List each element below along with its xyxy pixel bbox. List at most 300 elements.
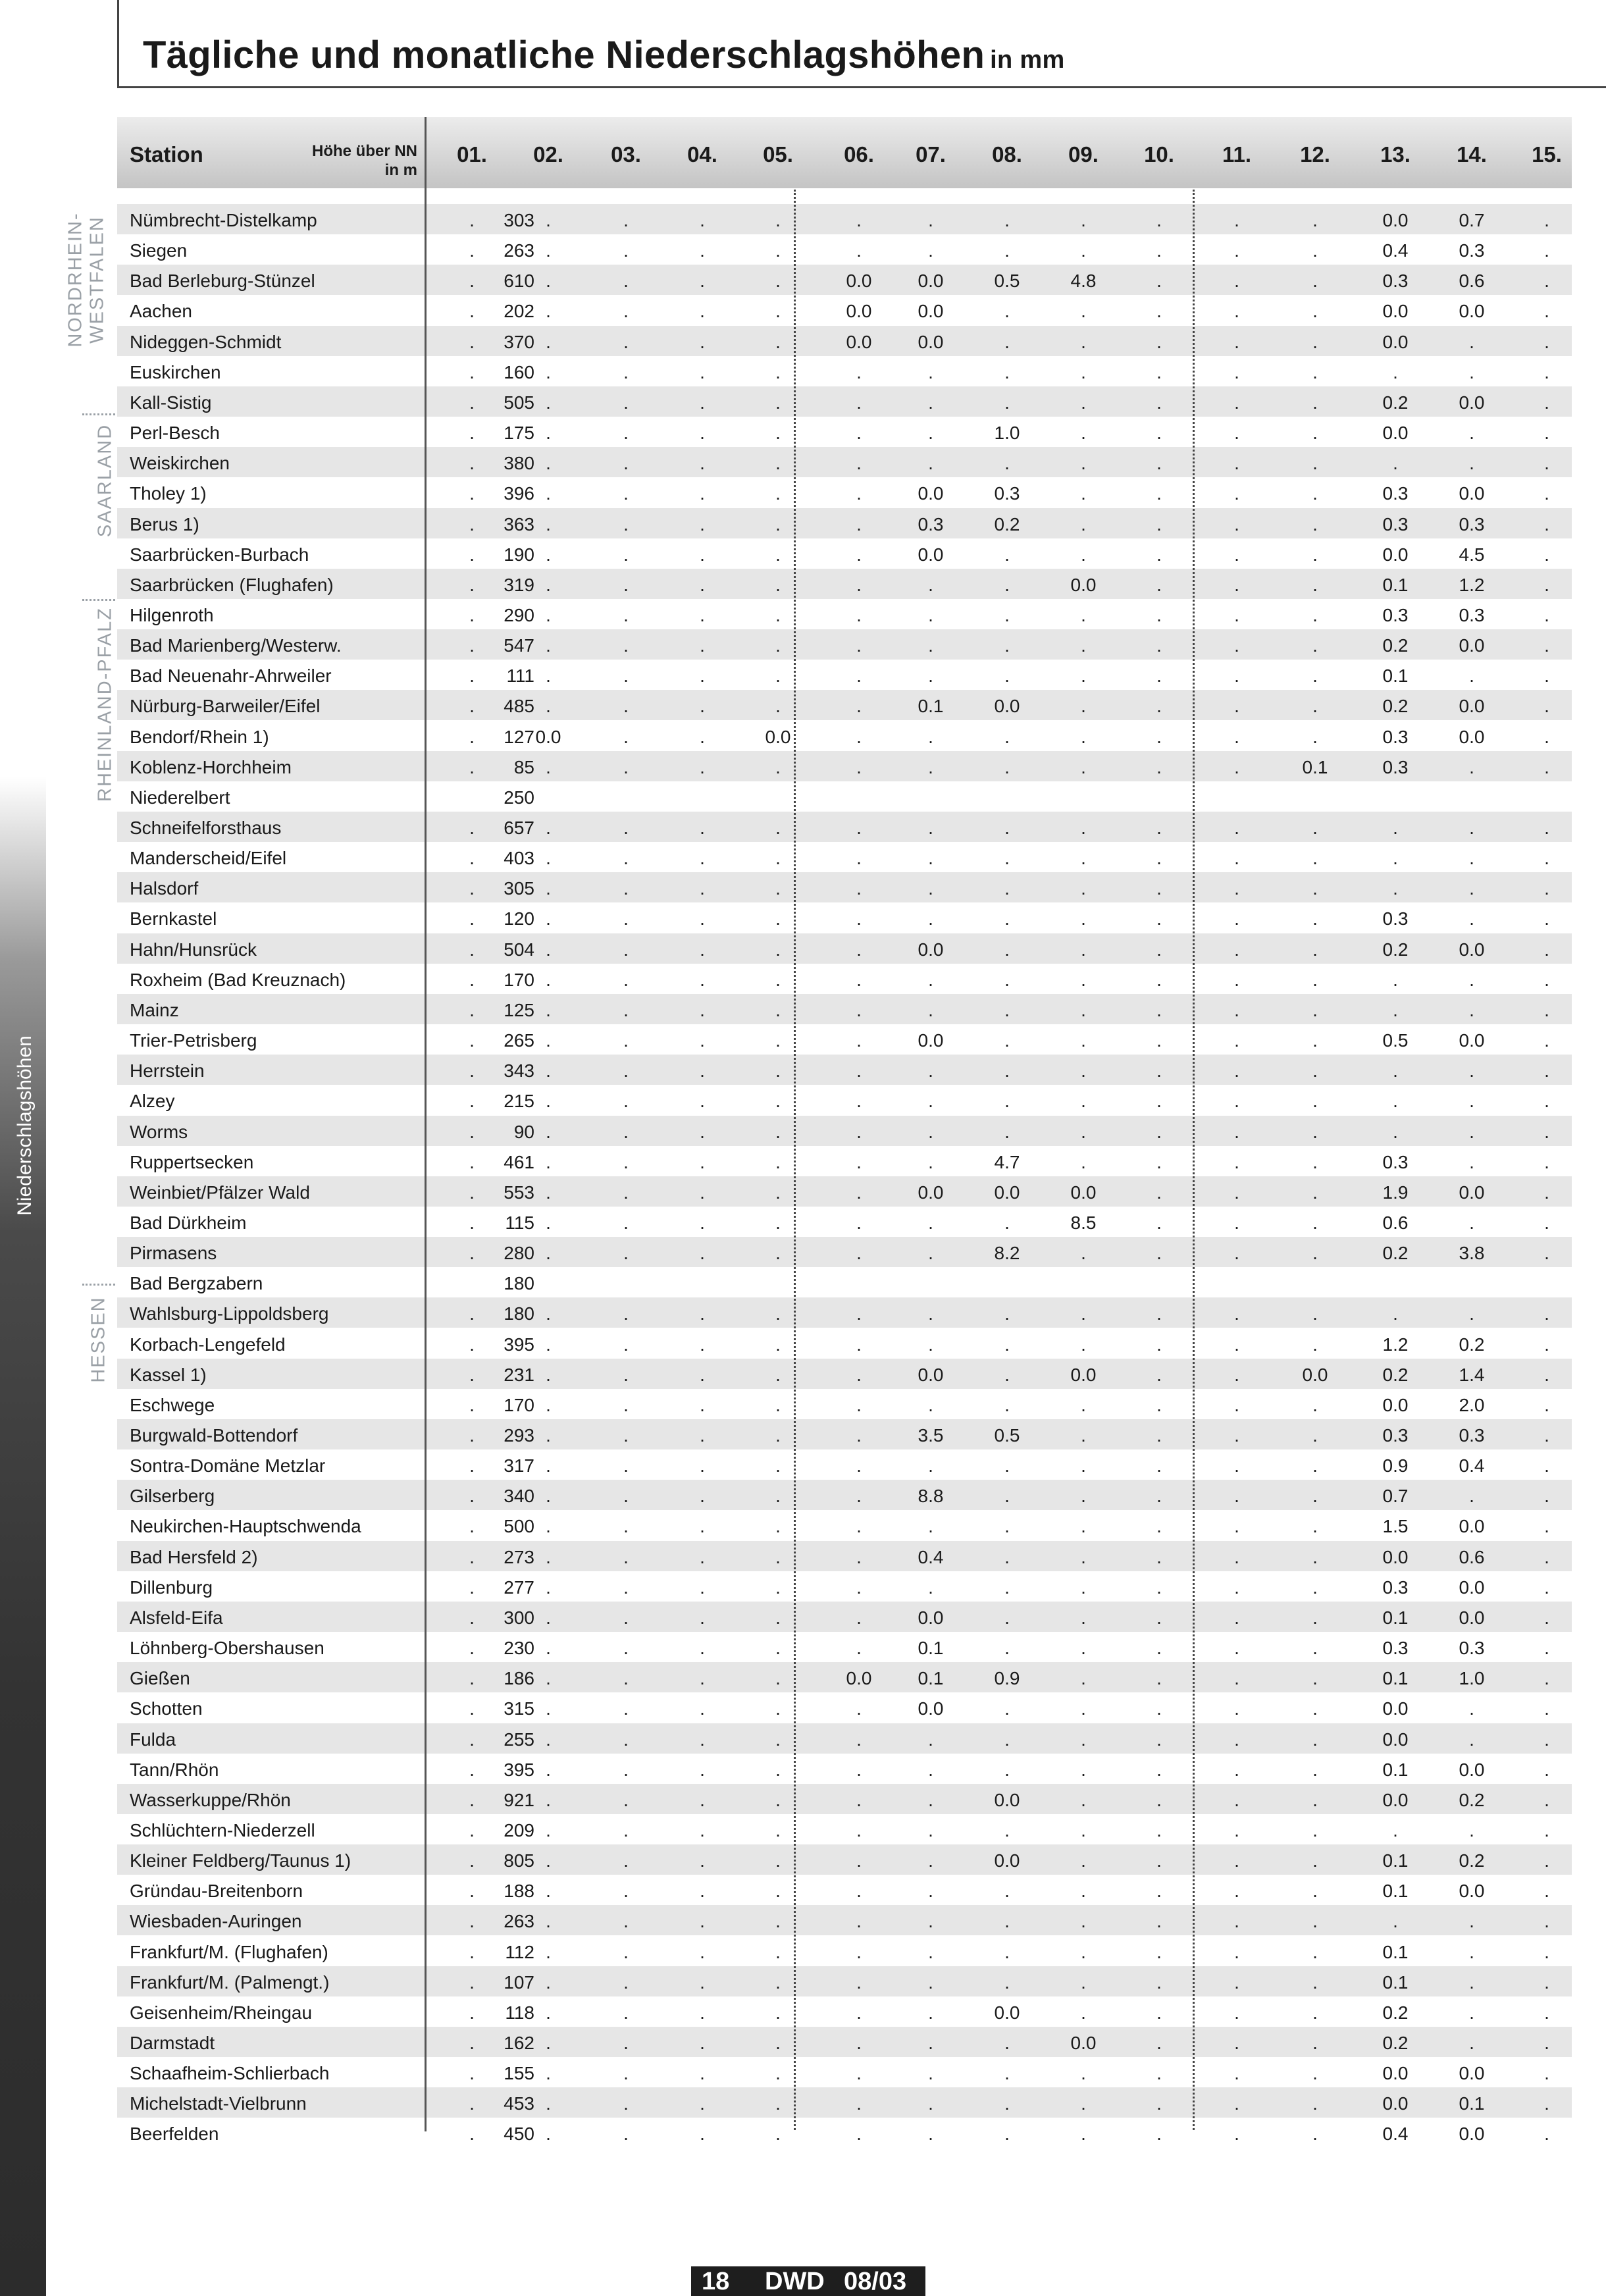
precip-cell: . (1004, 2063, 1010, 2084)
precip-cell: . (1081, 1911, 1086, 1932)
precip-cell: . (1081, 1941, 1086, 1962)
precip-cell: . (1312, 818, 1318, 838)
precip-cell: . (546, 1486, 551, 1507)
precip-cell: . (469, 574, 475, 595)
precip-cell: . (856, 696, 862, 717)
dotted-divider-10 (1193, 190, 1195, 2130)
footer-issue: 08/03 (844, 2268, 907, 2295)
table-row (117, 1116, 1572, 1146)
precip-cell: 0.0 (1382, 1394, 1409, 1415)
station-elevation: 112 (505, 1941, 534, 1962)
precip-cell: . (1312, 1455, 1318, 1476)
precip-cell: . (1312, 574, 1318, 595)
table-row (117, 994, 1572, 1024)
precip-cell: . (1469, 2002, 1474, 2023)
precip-cell: . (775, 1607, 781, 1628)
precip-cell: . (469, 999, 475, 1020)
precip-cell: . (700, 726, 705, 747)
station-elevation: 363 (504, 513, 534, 535)
precip-cell: 0.0 (846, 1668, 872, 1689)
precip-cell: . (775, 1243, 781, 1264)
precip-cell: . (775, 1060, 781, 1082)
precip-cell: . (1469, 1819, 1474, 1840)
station-elevation: 125 (504, 999, 534, 1020)
precip-cell: . (1469, 1091, 1474, 1112)
precip-cell: . (1081, 939, 1086, 960)
precip-cell: . (623, 1881, 629, 1902)
station-elevation: 395 (504, 1759, 534, 1780)
precip-cell: . (623, 2002, 629, 2023)
precip-cell: . (469, 1182, 475, 1203)
precip-cell: . (775, 1030, 781, 1051)
station-name: Michelstadt-Vielbrunn (130, 2093, 307, 2114)
station-name: Tholey 1) (130, 483, 207, 504)
precip-cell: . (1312, 1607, 1318, 1628)
precip-cell: . (1544, 1182, 1549, 1203)
table-row (117, 1419, 1572, 1449)
precip-cell: . (856, 544, 862, 565)
precip-cell: . (623, 1729, 629, 1750)
precip-cell: . (856, 1850, 862, 1871)
precip-cell: 0.0 (1459, 2124, 1485, 2145)
precip-cell: . (1312, 1729, 1318, 1750)
precip-cell: . (1156, 1303, 1162, 1324)
precip-cell: . (775, 1971, 781, 1993)
precip-cell: . (700, 1789, 705, 1810)
precip-cell: . (1234, 726, 1239, 747)
precip-cell: . (546, 513, 551, 535)
station-name: Saarbrücken-Burbach (130, 544, 309, 565)
precip-cell: . (1234, 969, 1239, 990)
precip-cell: . (469, 1486, 475, 1507)
precip-cell: . (1544, 604, 1549, 625)
table-row (117, 1146, 1572, 1176)
precip-cell: . (775, 1759, 781, 1780)
precip-cell: 0.0 (1382, 423, 1409, 444)
precip-cell: . (1312, 1971, 1318, 1993)
precip-cell: 0.3 (1382, 271, 1409, 292)
precip-cell: . (1544, 969, 1549, 990)
precip-cell: . (1312, 271, 1318, 292)
precip-cell: . (546, 2033, 551, 2053)
precip-cell: . (1312, 1850, 1318, 1871)
precip-cell: 8.8 (918, 1486, 944, 1507)
precip-cell: . (1156, 1546, 1162, 1567)
header-day-13: 13. (1380, 142, 1411, 167)
precip-cell: . (623, 848, 629, 869)
precip-cell: . (1312, 1638, 1318, 1659)
precip-cell: . (1312, 1121, 1318, 1142)
precip-cell: . (856, 1941, 862, 1962)
precip-cell: . (1544, 423, 1549, 444)
precip-cell: 4.5 (1459, 544, 1485, 565)
precip-cell: . (546, 1212, 551, 1233)
precip-cell: . (1081, 210, 1086, 230)
precip-cell: . (1004, 1971, 1010, 1993)
precip-cell: . (775, 696, 781, 717)
precip-cell: 0.0 (1459, 939, 1485, 960)
precip-cell: . (856, 1394, 862, 1415)
precip-cell: . (928, 1394, 933, 1415)
precip-cell: 0.0 (1070, 574, 1097, 595)
precip-cell: . (1469, 1941, 1474, 1962)
station-elevation: 155 (504, 2063, 534, 2084)
precip-cell: . (1469, 878, 1474, 899)
precip-cell: . (1393, 1819, 1398, 1840)
station-elevation: 303 (504, 210, 534, 230)
precip-cell: . (1004, 2033, 1010, 2053)
station-elevation: 305 (504, 878, 534, 899)
precip-cell: . (1156, 392, 1162, 413)
precip-cell: . (1544, 1698, 1549, 1719)
header-day-3: 03. (611, 142, 641, 167)
side-strip (0, 777, 46, 2296)
table-row (117, 1328, 1572, 1359)
precip-cell: . (1469, 1698, 1474, 1719)
precip-cell: 0.1 (1382, 1668, 1409, 1689)
precip-cell: . (1469, 1303, 1474, 1324)
precip-cell: . (546, 1091, 551, 1112)
station-elevation: 263 (504, 240, 534, 261)
precip-cell: . (546, 1638, 551, 1659)
precip-cell: . (1544, 1729, 1549, 1750)
precip-cell: . (1156, 240, 1162, 261)
precip-cell: 0.0 (1459, 726, 1485, 747)
precip-cell: . (1004, 301, 1010, 322)
precip-cell: . (623, 1455, 629, 1476)
precip-cell: 0.0 (918, 544, 944, 565)
table-row (117, 1055, 1572, 1085)
precip-cell: . (1234, 1425, 1239, 1446)
precip-cell: . (856, 2033, 862, 2053)
precip-cell: . (1081, 635, 1086, 656)
station-name: Bendorf/Rhein 1) (130, 726, 269, 747)
precip-cell: . (1544, 1455, 1549, 1476)
precip-cell: . (1234, 513, 1239, 535)
precip-cell: . (856, 1455, 862, 1476)
precip-cell: 8.2 (994, 1243, 1020, 1264)
precip-cell: . (546, 665, 551, 687)
precip-cell: 0.3 (1382, 908, 1409, 929)
precip-cell: . (546, 1334, 551, 1355)
precip-cell: . (1393, 1911, 1398, 1932)
precip-cell: . (700, 696, 705, 717)
station-elevation: 547 (504, 635, 534, 656)
precip-cell: . (1312, 878, 1318, 899)
precip-cell: . (700, 240, 705, 261)
precip-cell: . (1234, 1941, 1239, 1962)
station-elevation: 453 (504, 2093, 534, 2114)
precip-cell: . (1156, 1364, 1162, 1385)
precip-cell: . (469, 544, 475, 565)
precip-cell: 0.0 (918, 1698, 944, 1719)
precip-cell: . (1544, 1577, 1549, 1598)
precip-cell: . (775, 423, 781, 444)
header-day-7: 07. (916, 142, 946, 167)
station-elevation: 170 (504, 969, 534, 990)
precip-cell: . (469, 301, 475, 322)
precip-cell: . (775, 1121, 781, 1142)
precip-cell: . (1469, 756, 1474, 777)
precip-cell: . (775, 1486, 781, 1507)
precip-cell: . (1004, 392, 1010, 413)
precip-cell: . (856, 1425, 862, 1446)
table-row (117, 1449, 1572, 1480)
precip-cell: . (1156, 210, 1162, 230)
precip-cell: 0.0 (1382, 1789, 1409, 1810)
precip-cell: . (856, 665, 862, 687)
precip-cell: 0.0 (846, 301, 872, 322)
precip-cell: . (1004, 939, 1010, 960)
precip-cell: . (1312, 1425, 1318, 1446)
precip-cell: . (775, 818, 781, 838)
station-name: Trier-Petrisberg (130, 1030, 257, 1051)
precip-cell: . (1081, 1060, 1086, 1082)
precip-cell: . (623, 240, 629, 261)
precip-cell: . (700, 301, 705, 322)
precip-cell: 1.0 (1459, 1668, 1485, 1689)
precip-cell: . (1004, 604, 1010, 625)
precip-cell: . (856, 1364, 862, 1385)
precip-cell: . (1156, 483, 1162, 504)
precip-cell: . (1156, 1819, 1162, 1840)
precip-cell: . (1469, 908, 1474, 929)
precip-cell: 0.2 (1459, 1334, 1485, 1355)
station-name: Wahlsburg-Lippoldsberg (130, 1303, 329, 1324)
precip-cell: . (469, 1212, 475, 1233)
precip-cell: . (1312, 1060, 1318, 1082)
precip-cell: 0.0 (1459, 1759, 1485, 1780)
precip-cell: 0.1 (918, 1638, 944, 1659)
precip-cell: . (469, 696, 475, 717)
precip-cell: . (1544, 1364, 1549, 1385)
precip-cell: . (1156, 1759, 1162, 1780)
precip-cell: . (1156, 756, 1162, 777)
precip-cell: . (623, 423, 629, 444)
precip-cell: . (856, 1212, 862, 1233)
precip-cell: 0.2 (1459, 1789, 1485, 1810)
precip-cell: 0.3 (1382, 1638, 1409, 1659)
precip-cell: . (1469, 2033, 1474, 2053)
precip-cell: . (1081, 1759, 1086, 1780)
precip-cell: . (1393, 878, 1398, 899)
precip-cell: 3.8 (1459, 1243, 1485, 1264)
precip-cell: . (928, 2093, 933, 2114)
precip-cell: 0.5 (1382, 1030, 1409, 1051)
precip-cell: . (1312, 848, 1318, 869)
precip-cell: . (623, 726, 629, 747)
precip-cell: . (546, 1971, 551, 1993)
precip-cell: . (700, 665, 705, 687)
precip-cell: . (1004, 756, 1010, 777)
station-name: Schneifelforsthaus (130, 818, 282, 838)
station-elevation: 215 (504, 1091, 534, 1112)
precip-cell: . (623, 818, 629, 838)
precip-cell: 0.4 (1459, 1455, 1485, 1476)
table-row (117, 660, 1572, 690)
header-day-10: 10. (1144, 142, 1174, 167)
precip-cell: . (469, 1455, 475, 1476)
precip-cell: . (1469, 1486, 1474, 1507)
precip-cell: . (1156, 1577, 1162, 1598)
precip-cell: . (1004, 1364, 1010, 1385)
station-elevation: 805 (504, 1850, 534, 1871)
precip-cell: . (1081, 1850, 1086, 1871)
station-elevation: 209 (504, 1819, 534, 1840)
precip-cell: . (1081, 1121, 1086, 1142)
precip-cell: . (469, 604, 475, 625)
precip-cell: . (1004, 1121, 1010, 1142)
table-row (117, 690, 1572, 720)
precip-cell: . (546, 1364, 551, 1385)
station-name: Roxheim (Bad Kreuznach) (130, 969, 346, 990)
precip-cell: . (1234, 574, 1239, 595)
precip-cell: . (1312, 1941, 1318, 1962)
precip-cell: . (1156, 635, 1162, 656)
precip-cell: . (1544, 848, 1549, 869)
table-row (117, 477, 1572, 508)
precip-cell: . (928, 1334, 933, 1355)
station-name: Geisenheim/Rheingau (130, 2002, 313, 2023)
precip-cell: . (1004, 1060, 1010, 1082)
precip-cell: . (700, 1819, 705, 1840)
precip-cell: . (1544, 513, 1549, 535)
precip-cell: 0.0 (1382, 331, 1409, 352)
precip-cell: . (1393, 453, 1398, 474)
precip-cell: . (469, 969, 475, 990)
precip-cell: . (928, 1729, 933, 1750)
precip-cell: . (1081, 1151, 1086, 1172)
precip-cell: 0.0 (1382, 1729, 1409, 1750)
precip-cell: . (1312, 483, 1318, 504)
table-row (117, 1510, 1572, 1540)
table-row (117, 1662, 1572, 1692)
precip-cell: . (856, 392, 862, 413)
station-column-divider (425, 117, 427, 2131)
station-name: Kleiner Feldberg/Taunus 1) (130, 1850, 351, 1871)
precip-cell: 0.0 (1459, 392, 1485, 413)
precip-cell: . (1081, 331, 1086, 352)
station-elevation: 317 (504, 1455, 534, 1476)
precip-cell: . (1312, 1577, 1318, 1598)
precip-cell: . (700, 392, 705, 413)
precip-cell: . (469, 2124, 475, 2145)
precip-cell: 1.4 (1459, 1364, 1485, 1385)
precip-cell: . (546, 2063, 551, 2084)
station-elevation: 461 (504, 1151, 534, 1172)
precip-cell: . (546, 1303, 551, 1324)
precip-cell: . (1469, 665, 1474, 687)
precip-cell: . (469, 1850, 475, 1871)
precip-cell: . (1081, 1607, 1086, 1628)
precip-cell: . (623, 1030, 629, 1051)
precip-cell: 0.0 (1382, 2093, 1409, 2114)
precip-cell: . (1544, 1151, 1549, 1172)
precip-cell: . (856, 1243, 862, 1264)
precip-cell: . (1234, 1212, 1239, 1233)
precip-cell: . (1544, 271, 1549, 292)
precip-cell: 0.3 (1459, 513, 1485, 535)
precip-cell: . (1544, 665, 1549, 687)
precip-cell: 4.7 (994, 1151, 1020, 1172)
precip-cell: . (1544, 1971, 1549, 1993)
precip-cell: . (775, 2063, 781, 2084)
precip-cell: 0.0 (994, 1850, 1020, 1871)
precip-cell: . (546, 1243, 551, 1264)
precip-cell: . (1544, 696, 1549, 717)
precip-cell: . (928, 1121, 933, 1142)
precip-cell: . (700, 1971, 705, 1993)
precip-cell: . (775, 1850, 781, 1871)
precip-cell: . (623, 271, 629, 292)
precip-cell: . (469, 1789, 475, 1810)
precip-cell: . (469, 1394, 475, 1415)
precip-cell: . (1234, 2033, 1239, 2053)
precip-cell: . (1234, 2063, 1239, 2084)
precip-cell: . (1081, 1668, 1086, 1689)
precip-cell: . (700, 453, 705, 474)
precip-cell: 0.3 (1382, 513, 1409, 535)
precip-cell: . (1234, 1486, 1239, 1507)
precip-cell: . (928, 1455, 933, 1476)
precip-cell: . (1544, 1789, 1549, 1810)
station-name: Euskirchen (130, 361, 221, 382)
precip-cell: . (775, 1819, 781, 1840)
precip-cell: . (1234, 1668, 1239, 1689)
precip-cell: . (1312, 1091, 1318, 1112)
precip-cell: 0.2 (1459, 1850, 1485, 1871)
precip-cell: . (1544, 1060, 1549, 1082)
precip-cell: . (700, 1577, 705, 1598)
precip-cell: . (856, 999, 862, 1020)
precip-cell: . (1234, 1030, 1239, 1051)
precip-cell: . (1156, 1789, 1162, 1810)
precip-cell: . (700, 1881, 705, 1902)
precip-cell: . (1393, 361, 1398, 382)
precip-cell: . (1081, 1729, 1086, 1750)
precip-cell: . (1156, 1212, 1162, 1233)
precip-cell: . (1312, 453, 1318, 474)
precip-cell: . (1156, 818, 1162, 838)
precip-cell: . (1544, 1334, 1549, 1355)
precip-cell: . (1312, 1698, 1318, 1719)
precip-cell: . (700, 1546, 705, 1567)
table-row (117, 964, 1572, 994)
precip-cell: 0.0 (846, 331, 872, 352)
precip-cell: . (700, 1030, 705, 1051)
precip-cell: 0.1 (1382, 1881, 1409, 1902)
precip-cell: . (469, 1243, 475, 1264)
precip-cell: . (1544, 1030, 1549, 1051)
precip-cell: . (1312, 1303, 1318, 1324)
station-name: Bad Marienberg/Westerw. (130, 635, 342, 656)
precip-cell: . (469, 423, 475, 444)
precip-cell: . (1312, 1911, 1318, 1932)
precip-cell: . (1004, 1941, 1010, 1962)
precip-cell: . (856, 604, 862, 625)
precip-cell: . (1544, 1516, 1549, 1537)
precip-cell: . (928, 240, 933, 261)
precip-cell: . (623, 1850, 629, 1871)
precip-cell: . (856, 2063, 862, 2084)
precip-cell: . (775, 848, 781, 869)
precip-cell: . (1469, 1151, 1474, 1172)
precip-cell: . (469, 1881, 475, 1902)
table-row (117, 1692, 1572, 1723)
precip-cell: . (623, 1091, 629, 1112)
precip-cell: . (1234, 1182, 1239, 1203)
precip-cell: . (1156, 1971, 1162, 1993)
